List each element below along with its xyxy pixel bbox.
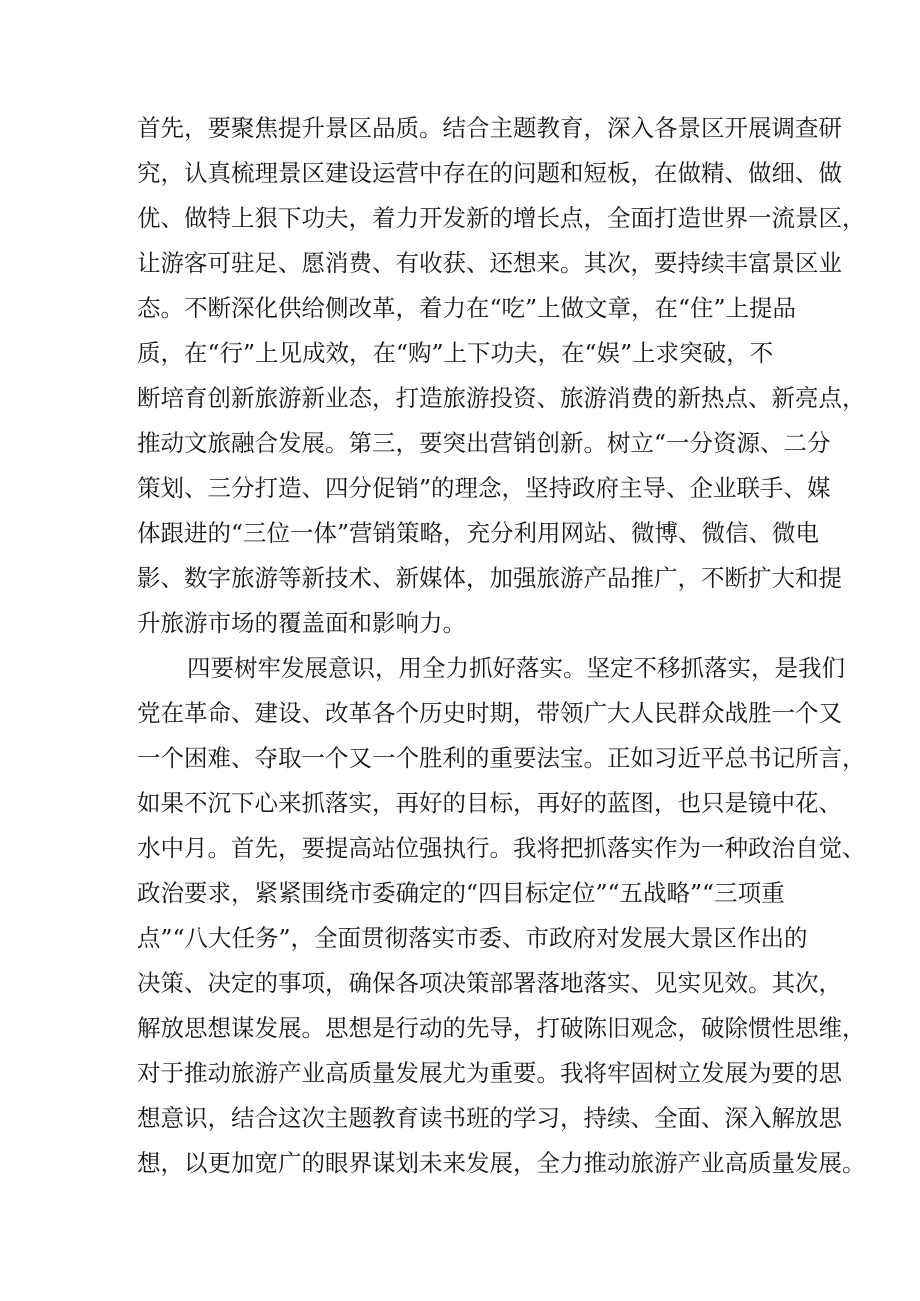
paragraph-2-line: 想，以更加宽广的眼界谋划未来发展，全力推动旅游产业高质量发展。 [137,1149,866,1177]
paragraph-1-line: 优、做特上狠下功夫，着力开发新的增长点，全面打造世界一流景区， [137,204,866,232]
paragraph-2-line: 如果不沉下心来抓落实，再好的目标，再好的蓝图，也只是镜中花、 [137,789,842,817]
paragraph-1-line: 体跟进的“三位一体”营销策略，充分利用网站、微博、微信、微电 [137,519,820,547]
paragraph-2-line: 决策、决定的事项，确保各项决策部署落地落实、见实见效。其次， [137,969,842,997]
paragraph-2-line: 党在革命、建设、改革各个历史时期，带领广大人民群众战胜一个又 [137,699,842,727]
paragraph-1-line: 究，认真梳理景区建设运营中存在的问题和短板，在做精、做细、做 [137,159,842,187]
paragraph-1-line: 让游客可驻足、愿消费、有收获、还想来。其次，要持续丰富景区业 [137,249,842,277]
paragraph-1-line: 态。不断深化供给侧改革，着力在“吃”上做文章，在“住”上提品 [137,294,797,322]
paragraph-1-line: 升旅游市场的覆盖面和影响力。 [137,609,466,637]
paragraph-2-line: 点”“八大任务”，全面贯彻落实市委、市政府对发展大景区作出的 [137,924,808,952]
paragraph-2-line: 政治要求，紧紧围绕市委确定的“四目标定位”“五战略”“三项重 [137,879,785,907]
paragraph-1-line: 首先，要聚焦提升景区品质。结合主题教育，深入各景区开展调查研 [137,114,842,142]
paragraph-2-first-line: 四要树牢发展意识，用全力抓好落实。坚定不移抓落实，是我们 [187,654,845,682]
paragraph-2-line: 对于推动旅游产业高质量发展尤为重要。我将牢固树立发展为要的思 [137,1059,842,1087]
paragraph-1-line: 质，在“行”上见成效，在“购”上下功夫，在“娱”上求突破，不 [137,339,774,367]
paragraph-1-line: 影、数字旅游等新技术、新媒体，加强旅游产品推广，不断扩大和提 [137,564,842,592]
paragraph-2-line: 想意识，结合这次主题教育读书班的学习，持续、全面、深入解放思 [137,1104,842,1132]
paragraph-1-line: 策划、三分打造、四分促销”的理念，坚持政府主导、企业联手、媒 [137,474,831,502]
paragraph-2-line: 一个困难、夺取一个又一个胜利的重要法宝。正如习近平总书记所言， [137,744,866,772]
paragraph-2-line: 水中月。首先，要提高站位强执行。我将把抓落实作为一种政治自觉、 [137,834,866,862]
paragraph-1-line: 推动文旅融合发展。第三，要突出营销创新。树立“一分资源、二分 [137,429,831,457]
paragraph-2-line: 解放思想谋发展。思想是行动的先导，打破陈旧观念，破除惯性思维， [137,1014,866,1042]
paragraph-1-line: 断培育创新旅游新业态，打造旅游投资、旅游消费的新热点、新亮点， [137,384,866,412]
